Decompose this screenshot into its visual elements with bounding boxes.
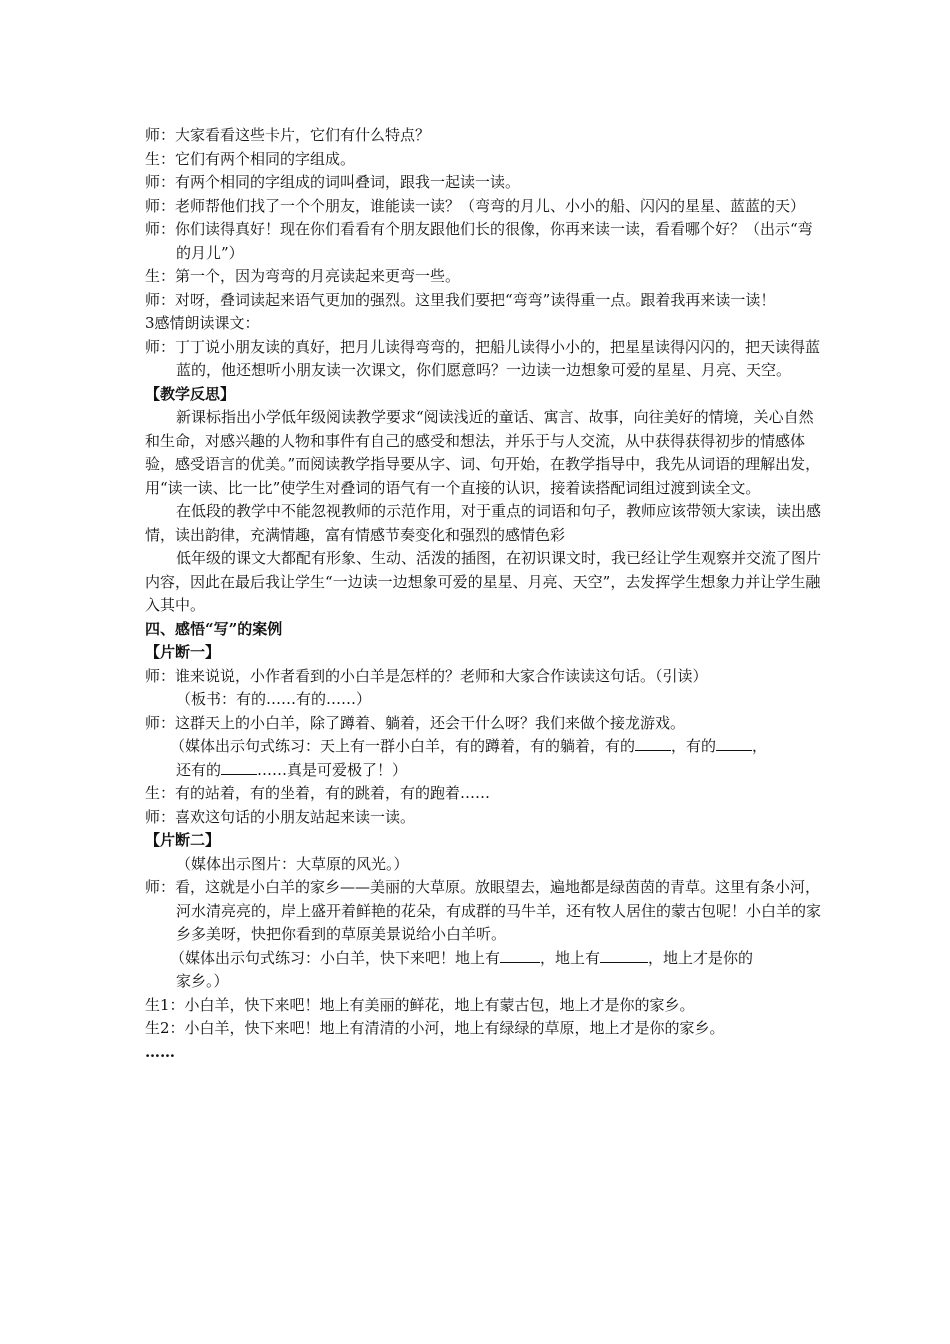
exercise-text: （媒体出示句式练习：天上有一群小白羊，有的蹲着，有的躺着，有的 (170, 737, 636, 755)
section-heading: 四、感悟“写”的案例 (145, 619, 283, 638)
media-note: （媒体出示图片：大草原的风光。） (176, 854, 409, 873)
step-heading: 3感情朗读课文： (145, 314, 260, 332)
reflection-paragraph: 在低段的教学中不能忽视教师的示范作用，对于重点的词语和句子，教师应该带领大家读，读出感情，读出韵律，充满情趣，富有情感节奏变化和强烈的感情色彩 (145, 502, 822, 544)
exercise-line (145, 759, 825, 783)
dialogue-line: 师：丁丁说小朋友读的真好，把月儿读得弯弯的，把船儿读得小小的，把星星读得闪闪的，把天读得蓝蓝的，他还想听小朋友读一次课文，你们愿意吗？一边读一边想象可爱的星星、月亮、天空。 (145, 337, 821, 379)
fill-blank (716, 736, 752, 751)
exercise-line: 家乡。） (176, 972, 229, 990)
document-body (145, 124, 825, 1064)
dialogue-line: 师：谁来说说，小作者看到的小白羊是怎样的？老师和大家合作读读这句话。（引读） (145, 666, 708, 685)
exercise-text: ……真是可爱极了！） (257, 760, 408, 779)
ellipsis: …… (145, 1042, 175, 1061)
exercise-line (145, 735, 825, 759)
fill-blank (500, 948, 540, 963)
reflection-paragraph: 低年级的课文大都配有形象、生动、活泼的插图，在初识课文时，我已经让学生观察并交流了图片内容，因此在最后我让学生“一边读一边想象可爱的星星、月亮、天空”，去发挥学生想象力并让学生融入其中。 (145, 549, 822, 614)
dialogue-line: 生：第一个，因为弯弯的月亮读起来更弯一些。 (145, 267, 461, 285)
dialogue-line: 师：喜欢这句话的小朋友站起来读一读。 (145, 807, 416, 826)
dialogue-line: 师：对呀，叠词读起来语气更加的强烈。这里我们要把“弯弯”读得重一点。跟着我再来读一读！ (145, 290, 776, 309)
fill-blank (600, 948, 648, 963)
section-heading: 【教学反思】 (145, 384, 236, 403)
exercise-text: ，地上才是你的 (648, 948, 754, 967)
dialogue-line: 生：有的站着，有的坐着，有的跳着，有的跑着…… (145, 784, 491, 802)
fill-blank (221, 760, 257, 775)
exercise-text: ，地上有 (540, 948, 601, 967)
reflection-paragraph: 新课标指出小学低年级阅读教学要求“阅读浅近的童话、寓言、故事，向往美好的情境，关心自然和生命，对感兴趣的人物和事件有自己的感受和想法，并乐于与人交流，从中获得获得初步的情感体验，感受语言的优美。”而阅读教学指导要从字、词、句开始，在教学指导中，我先从词语的理解出发，用“读一读、比一比”使学生对叠词的语气有一个直接的认识，接着读搭配词组过渡到读全文。 (145, 408, 821, 497)
dialogue-line: 师：老师帮他们找了一个个朋友，谁能读一读？（弯弯的月儿、小小的船、闪闪的星星、蓝蓝的天） (145, 196, 806, 215)
dialogue-line: 师：这群天上的小白羊，除了蹲着、躺着，还会干什么呀？我们来做个接龙游戏。 (145, 713, 686, 732)
exercise-text: 还有的 (176, 760, 222, 779)
dialogue-line: 师：看，这就是小白羊的家乡——美丽的大草原。放眼望去，遍地都是绿茵茵的青草。这里有条小河，河水清亮亮的，岸上盛开着鲜艳的花朵，有成群的马牛羊，还有牧人居住的蒙古包呢！小白羊的家乡多美呀，快把你看到的草原美景说给小白羊听。 (145, 878, 822, 943)
dialogue-line: 生2：小白羊，快下来吧！地上有清清的小河，地上有绿绿的草原，地上才是你的家乡。 (145, 1019, 725, 1037)
dialogue-line: 师：大家看看这些卡片，它们有什么特点？ (145, 126, 431, 144)
exercise-text: ， (752, 737, 768, 755)
exercise-text: （媒体出示句式练习：小白羊，快下来吧！地上有 (170, 948, 501, 967)
fill-blank (635, 736, 671, 751)
exercise-line (145, 947, 825, 971)
exercise-text: ，有的 (671, 737, 717, 755)
board-note: （板书：有的……有的……） (176, 690, 372, 708)
dialogue-line: 师：有两个相同的字组成的词叫叠词，跟我一起读一读。 (145, 173, 521, 191)
dialogue-line: 师：你们读得真好！现在你们看看有个朋友跟他们长的很像，你再来读一读，看看哪个好？（出示“弯的月儿”） (145, 220, 813, 262)
dialogue-line: 生：它们有两个相同的字组成。 (145, 149, 356, 168)
dialogue-line: 生1：小白羊，快下来吧！地上有美丽的鲜花，地上有蒙古包，地上才是你的家乡。 (145, 995, 695, 1014)
fragment-heading: 【片断二】 (145, 831, 221, 849)
fragment-heading: 【片断一】 (145, 643, 221, 661)
